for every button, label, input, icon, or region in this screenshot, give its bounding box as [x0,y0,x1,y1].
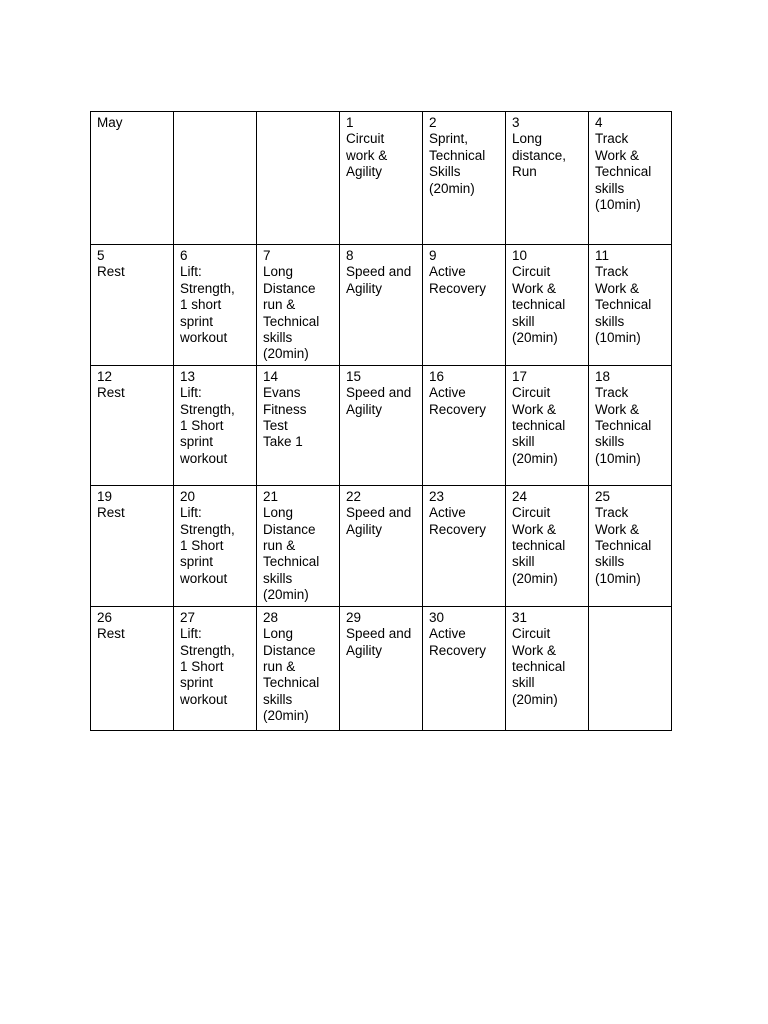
day-number: 7 [263,248,271,263]
activity-text: Distance [263,521,316,537]
day-number: 26 [97,609,113,625]
day-number: 29 [346,609,362,625]
activity-text: Circuit [512,626,551,642]
activity-text: sprint [180,313,214,329]
day-number: 8 [346,248,354,263]
activity-text: Track [595,131,629,147]
activity-text: skill [512,675,535,691]
activity-text: Evans [263,385,301,401]
calendar-day-cell [589,485,672,606]
activity-text: Circuit [346,131,385,147]
activity-text: skills [263,570,293,586]
activity-text: Work & [512,521,557,537]
activity-text: (20min) [512,450,558,466]
day-number: 19 [97,488,113,504]
activity-text: Recovery [429,401,487,417]
activity-text: 1 short [180,297,222,313]
calendar-empty-cell [174,112,257,245]
day-number: 20 [180,488,196,504]
activity-text: Long [263,505,294,521]
calendar-day-cell [91,365,174,485]
day-number: 12 [97,368,113,384]
calendar-week-row [91,606,672,730]
calendar-day-cell [589,365,672,485]
activity-text: Lift: [180,626,202,642]
activity-text: skills [595,180,625,196]
activity-text: Active [429,385,466,401]
day-number: 22 [346,488,362,504]
calendar-day-cell [423,606,506,730]
activity-text: Distance [263,642,316,658]
activity-text: Track [595,385,629,401]
calendar-day-cell [257,485,340,606]
calendar-body [91,112,672,731]
activity-text: (20min) [263,708,309,724]
activity-text: Circuit [512,505,551,521]
day-number: 15 [346,368,362,384]
activity-text: (20min) [512,330,558,346]
activity-text: Work & [512,401,557,417]
activity-text: Agility [346,401,383,417]
calendar-day-cell [257,365,340,485]
activity-text: (10min) [595,450,641,466]
calendar-day-cell [340,365,423,485]
activity-text: Agility [346,164,383,180]
activity-text: Agility [346,642,383,658]
day-number: 24 [512,488,528,504]
activity-text: Speed and [346,626,412,642]
activity-text: Active [429,505,466,521]
calendar-day-cell [506,365,589,485]
activity-text: Active [429,264,466,280]
activity-text: (20min) [263,346,309,362]
activity-text: Strength, [180,401,235,417]
activity-text: run & [263,297,296,313]
activity-text: technical [512,297,566,313]
day-number: 17 [512,368,528,384]
activity-text: (10min) [595,330,641,346]
activity-text: skill [512,434,535,450]
training-calendar [90,111,672,731]
activity-text: run & [263,538,296,554]
activity-text: distance, [512,147,567,163]
activity-text: Circuit [512,264,551,280]
activity-text: Technical [595,297,652,313]
activity-text: (20min) [263,587,309,603]
activity-text: 1 Short [180,418,224,434]
activity-text: technical [512,658,566,674]
activity-text: Rest [97,264,125,280]
activity-text: skills [263,691,293,707]
activity-text: Take 1 [263,434,303,450]
calendar-day-cell [174,606,257,730]
activity-text: sprint [180,554,214,570]
activity-text: Technical [263,554,320,570]
calendar-day-cell [91,606,174,730]
calendar-day-cell [91,245,174,366]
day-number: 4 [595,115,603,130]
activity-text: Recovery [429,280,487,296]
activity-text: Rest [97,385,125,401]
activity-text: Technical [429,147,486,163]
activity-text: Strength, [180,642,235,658]
activity-text: Technical [595,418,652,434]
calendar-day-cell [589,245,672,366]
day-number: 6 [180,248,188,263]
day-number: 11 [595,248,610,263]
activity-text: Distance [263,280,316,296]
day-number: 10 [512,248,528,263]
calendar-day-cell [589,112,672,245]
activity-text: Strength, [180,521,235,537]
activity-text: Work & [595,521,640,537]
calendar-day-cell [340,485,423,606]
calendar-day-cell [257,606,340,730]
activity-text: Strength, [180,280,235,296]
activity-text: skills [595,313,625,329]
activity-text: Track [595,264,629,280]
activity-text: Long [263,264,294,280]
activity-text: Technical [595,538,652,554]
activity-text: (10min) [595,197,641,213]
activity-text: (20min) [512,691,558,707]
activity-text: 1 Short [180,538,224,554]
activity-text: run & [263,658,296,674]
calendar-week-row [91,485,672,606]
activity-text: Speed and [346,385,412,401]
activity-text: skills [263,330,293,346]
day-number: 18 [595,368,611,384]
calendar-day-cell [506,485,589,606]
activity-text: sprint [180,434,214,450]
activity-text: workout [180,450,228,466]
activity-text: workout [180,570,228,586]
activity-text: work & [346,147,388,163]
activity-text: Work & [512,280,557,296]
day-number: 28 [263,609,279,625]
activity-text: skills [595,434,625,450]
calendar-day-cell [506,606,589,730]
activity-text: Speed and [346,505,412,521]
calendar-empty-cell [257,112,340,245]
calendar-day-cell [91,485,174,606]
month-label: May [97,115,123,130]
calendar-day-cell [506,112,589,245]
day-number: 5 [97,248,105,263]
activity-text: Long [263,626,294,642]
day-number: 27 [180,609,196,625]
activity-text: Lift: [180,264,202,280]
activity-text: skill [512,313,535,329]
day-number: 9 [429,248,437,263]
calendar-day-cell [506,245,589,366]
calendar-week-row [91,245,672,366]
calendar-day-cell [423,112,506,245]
activity-text: Active [429,626,466,642]
calendar-day-cell [423,245,506,366]
activity-text: Work & [512,642,557,658]
activity-text: Circuit [512,385,551,401]
activity-text: Test [263,418,288,434]
activity-text: Fitness [263,401,307,417]
activity-text: sprint [180,675,214,691]
activity-text: Lift: [180,505,202,521]
day-number: 13 [180,368,196,384]
activity-text: Agility [346,521,383,537]
day-number: 21 [263,488,279,504]
activity-text: technical [512,418,566,434]
calendar-day-cell [340,112,423,245]
activity-text: Run [512,164,537,180]
activity-text: Recovery [429,642,487,658]
activity-text: Track [595,505,629,521]
activity-text: Work & [595,280,640,296]
day-number: 25 [595,488,611,504]
calendar-week-row [91,112,672,245]
activity-text: Rest [97,505,125,521]
activity-text: 1 Short [180,658,224,674]
activity-text: technical [512,538,566,554]
calendar-day-cell [340,606,423,730]
activity-text: Technical [595,164,652,180]
activity-text: (10min) [595,570,641,586]
activity-text: Long [512,131,543,147]
day-number: 30 [429,609,445,625]
calendar-day-cell [340,245,423,366]
activity-text: Recovery [429,521,487,537]
activity-text: workout [180,691,228,707]
day-number: 14 [263,368,279,384]
day-number: 2 [429,115,437,130]
calendar-day-cell [174,245,257,366]
activity-text: (20min) [429,180,475,196]
activity-text: Agility [346,280,383,296]
activity-text: Rest [97,626,125,642]
activity-text: workout [180,330,228,346]
activity-text: Work & [595,401,640,417]
activity-text: (20min) [512,570,558,586]
calendar-day-cell [423,365,506,485]
activity-text: skill [512,554,535,570]
calendar-day-cell [423,485,506,606]
calendar-day-cell [174,365,257,485]
day-number: 31 [512,609,528,625]
activity-text: Sprint, [429,131,469,147]
calendar-day-cell [174,485,257,606]
activity-text: Technical [263,675,320,691]
activity-text: Lift: [180,385,202,401]
month-label-cell [91,112,174,245]
day-number: 16 [429,368,445,384]
day-number: 3 [512,115,520,130]
activity-text: Speed and [346,264,412,280]
activity-text: Skills [429,164,461,180]
day-number: 23 [429,488,445,504]
calendar-day-cell [257,245,340,366]
calendar-empty-cell [589,606,672,730]
activity-text: Work & [595,147,640,163]
activity-text: Technical [263,313,320,329]
calendar-week-row [91,365,672,485]
activity-text: skills [595,554,625,570]
day-number: 1 [346,115,354,130]
